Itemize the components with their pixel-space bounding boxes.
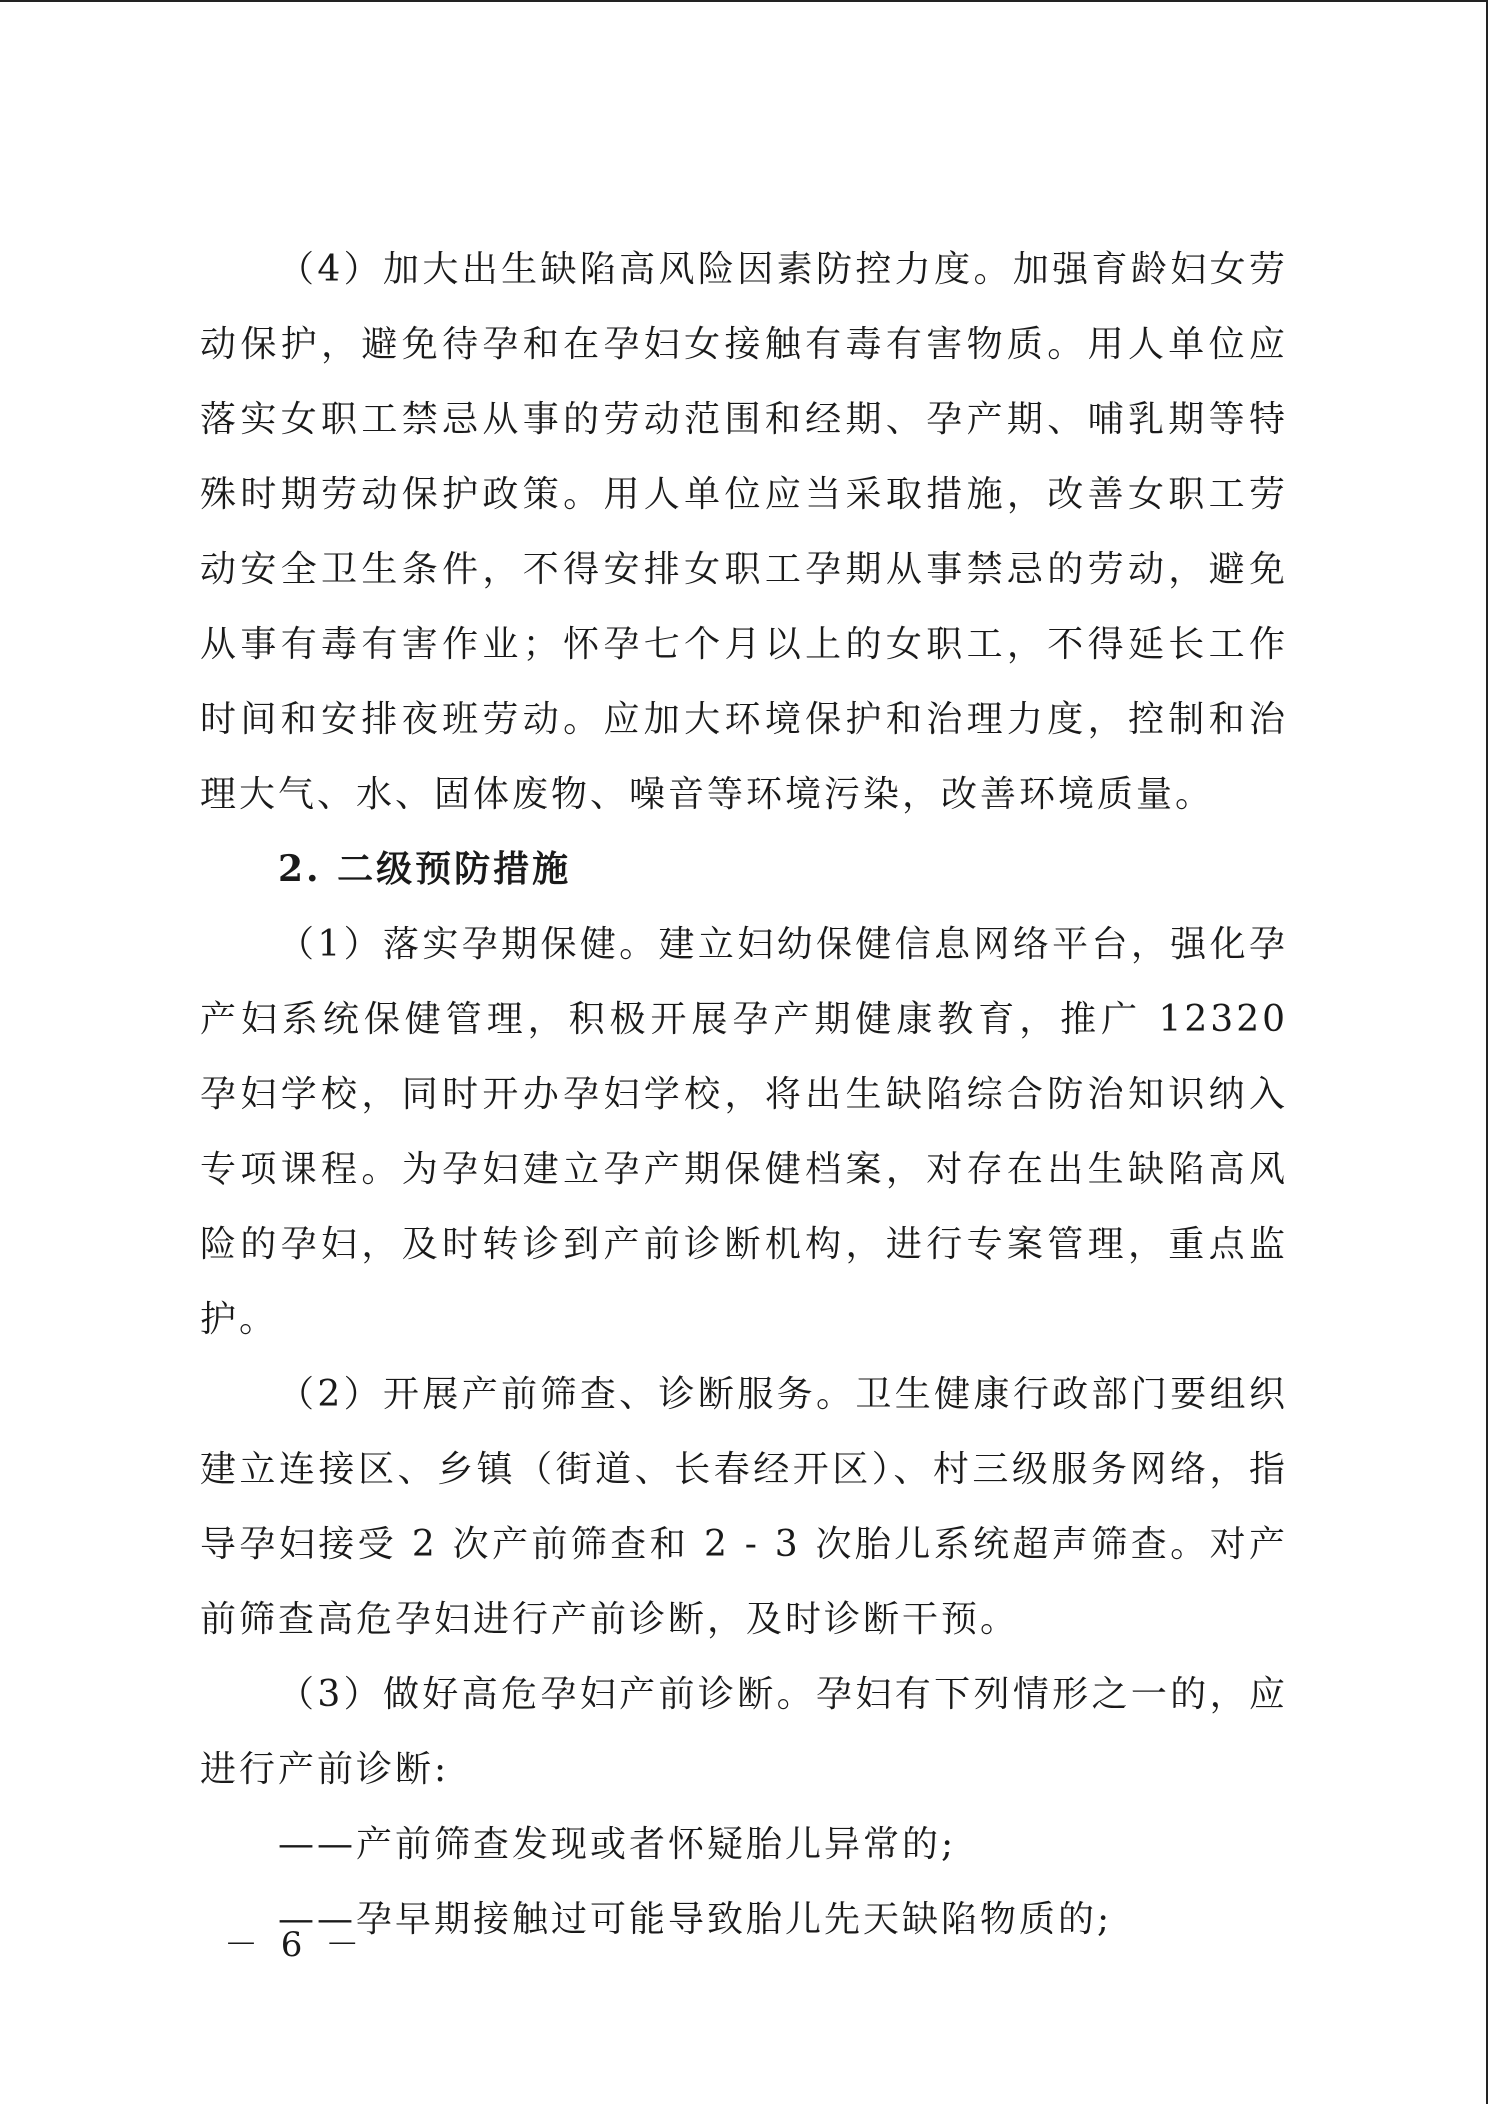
paragraph-high-risk-diagnosis: （3）做好高危孕妇产前诊断。孕妇有下列情形之一的，应进行产前诊断: (200, 1674, 1288, 1790)
page-number: － 6 － (224, 1925, 366, 1965)
list-item-screening-abnormal: ——产前筛查发现或者怀疑胎儿异常的; (278, 1824, 957, 1865)
list-item-early-exposure: ——孕早期接触过可能导致胎儿先天缺陷物质的; (278, 1899, 1113, 1940)
page-body (200, 232, 1288, 1957)
paragraph-prenatal-care: （1）落实孕期保健。建立妇幼保健信息网络平台，强化孕产妇系统保健管理，积极开展孕产期健康教育，推广 12320 孕妇学校，同时开办孕妇学校，将出生缺陷综合防治知识纳入专项课程。为孕妇建立孕产期保健档案，对存在出生缺陷高风险的孕妇，及时转诊到产前诊断机构，进行专案管理，重点监护。 (200, 924, 1288, 1340)
paragraph-prenatal-screening: （2）开展产前筛查、诊断服务。卫生健康行政部门要组织建立连接区、乡镇（街道、长春经开区）、村三级服务网络，指导孕妇接受 2 次产前筛查和 2 - 3 次胎儿系统超声筛查。对产前筛查高危孕妇进行产前诊断，及时诊断干预。 (200, 1374, 1288, 1640)
section-heading-secondary-prevention: 2. 二级预防措施 (278, 848, 572, 890)
paragraph-birth-defect-risk-control: （4）加大出生缺陷高风险因素防控力度。加强育龄妇女劳动保护，避免待孕和在孕妇女接触有毒有害物质。用人单位应落实女职工禁忌从事的劳动范围和经期、孕产期、哺乳期等特殊时期劳动保护政策。用人单位应当采取措施，改善女职工劳动安全卫生条件，不得安排女职工孕期从事禁忌的劳动，避免从事有毒有害作业；怀孕七个月以上的女职工，不得延长工作时间和安排夜班劳动。应加大环境保护和治理力度，控制和治理大气、水、固体废物、噪音等环境污染，改善环境质量。 (200, 249, 1288, 815)
